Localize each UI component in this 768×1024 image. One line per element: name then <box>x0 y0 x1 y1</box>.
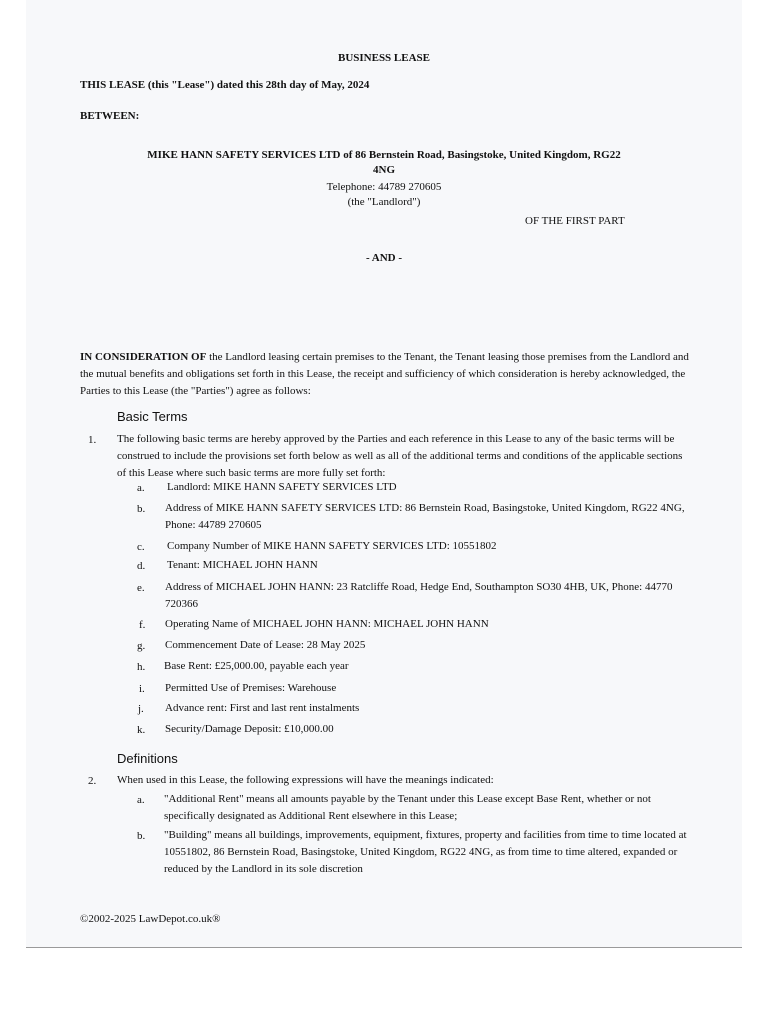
document-title: BUSINESS LEASE <box>337 52 431 64</box>
landlord-telephone: Telephone: 44789 270605 <box>326 181 442 193</box>
consideration-text: the Landlord leasing certain premises to the Tenant, the Tenant leasing those premises from the Landlord and the mutual benefits and obligations set forth in this Lease, the receipt and sufficiency of which consideration is hereby acknowledged, the Parties to this Lease (the "Parties") agree as follows: <box>80 351 689 397</box>
term-letter: e. <box>137 582 145 594</box>
term-commencement-date: Commencement Date of Lease: 28 May 2025 <box>165 639 366 651</box>
first-part-label: OF THE FIRST PART <box>525 215 625 227</box>
and-separator: - AND - <box>365 252 403 264</box>
landlord-name-line2: 4NG <box>373 164 395 176</box>
document-page <box>26 0 742 948</box>
basic-terms-heading: Basic Terms <box>117 409 188 424</box>
term-landlord: Landlord: MIKE HANN SAFETY SERVICES LTD <box>167 481 397 493</box>
term-letter: b. <box>137 503 146 515</box>
term-advance-rent: Advance rent: First and last rent instalments <box>165 702 360 714</box>
term-letter: c. <box>137 541 145 553</box>
consideration-paragraph <box>80 349 690 400</box>
term-letter: j. <box>138 703 144 715</box>
term-letter: i. <box>139 683 145 695</box>
term-letter: h. <box>137 661 146 673</box>
landlord-name-line1: MIKE HANN SAFETY SERVICES LTD of 86 Bernstein Road, Basingstoke, United Kingdom, RG22 <box>147 149 621 161</box>
term-operating-name: Operating Name of MICHAEL JOHN HANN: MICHAEL JOHN HANN <box>165 618 489 630</box>
term-tenant: Tenant: MICHAEL JOHN HANN <box>167 559 318 571</box>
term-landlord-address: Address of MIKE HANN SAFETY SERVICES LTD: 86 Bernstein Road, Basingstoke, United Kingdom, RG22 4NG, Phone: 44789 270605 <box>165 502 685 531</box>
clause-2-number: 2. <box>88 775 97 787</box>
term-letter: d. <box>137 560 146 572</box>
term-permitted-use: Permitted Use of Premises: Warehouse <box>165 682 337 694</box>
term-letter: f. <box>139 619 146 631</box>
copyright-footer: ©2002-2025 LawDepot.co.uk® <box>80 913 221 925</box>
term-letter: g. <box>137 640 146 652</box>
term-security-deposit: Security/Damage Deposit: £10,000.00 <box>165 723 334 735</box>
between-label: BETWEEN: <box>80 110 140 122</box>
term-base-rent: Base Rent: £25,000.00, payable each year <box>164 660 349 672</box>
definition-building: "Building" means all buildings, improvements, equipment, fixtures, property and facilities from time to time located at 10551802, 86 Bernstein Road, Basingstoke, United Kingdom, RG22 4NG, as from time to time altered, expanded or reduced by the Landlord in its sole discretion <box>164 829 687 875</box>
term-letter: a. <box>137 482 145 494</box>
landlord-tag: (the "Landlord") <box>347 196 421 208</box>
definition-additional-rent: "Additional Rent" means all amounts payable by the Tenant under this Lease except Base Rent, whether or not specifically designated as Additional Rent elsewhere in this Lease; <box>164 793 651 822</box>
definition-letter: b. <box>137 830 146 842</box>
term-tenant-address: Address of MICHAEL JOHN HANN: 23 Ratcliffe Road, Hedge End, Southampton SO30 4HB, UK, Phone: 44770 720366 <box>165 581 673 610</box>
clause-2-text: When used in this Lease, the following expressions will have the meanings indicated: <box>117 774 494 786</box>
term-letter: k. <box>137 724 146 736</box>
term-company-number: Company Number of MIKE HANN SAFETY SERVICES LTD: 10551802 <box>167 540 497 552</box>
consideration-lead: IN CONSIDERATION OF <box>80 351 207 363</box>
definition-letter: a. <box>137 794 145 806</box>
clause-1-text: The following basic terms are hereby approved by the Parties and each reference in this Lease to any of the basic terms will be construed to include the provisions set forth below as well as all of the additional terms and conditions of the applicable sections of this Lease where such basic terms are more fully set forth: <box>117 433 683 479</box>
lease-intro: THIS LEASE (this "Lease") dated this 28th day of May, 2024 <box>80 79 370 91</box>
clause-1-number: 1. <box>88 434 97 446</box>
definitions-heading: Definitions <box>117 751 178 766</box>
